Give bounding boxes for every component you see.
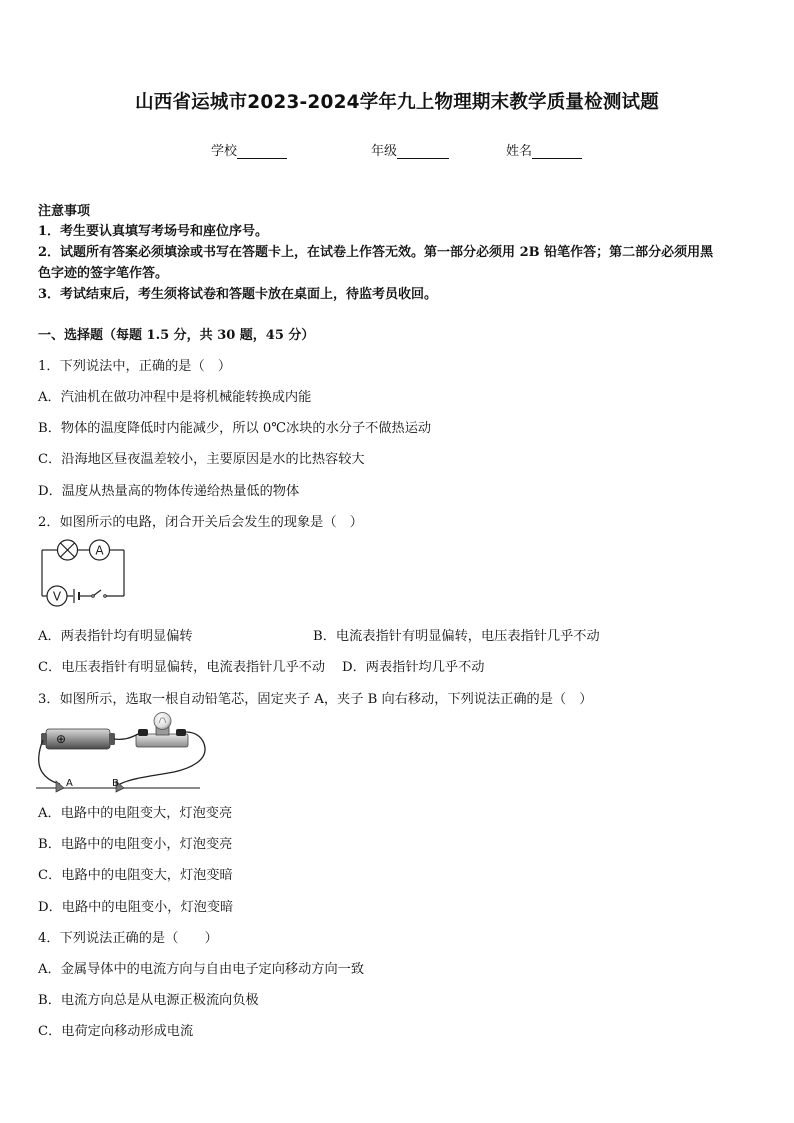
section-heading: 一、选择题（每题 1.5 分，共 30 题，45 分） xyxy=(38,328,315,343)
name-label: 姓名 xyxy=(506,144,533,159)
q3-option-a: A．电路中的电阻变大，灯泡变亮 xyxy=(38,806,233,821)
ammeter-label: A xyxy=(95,543,104,558)
q2-circuit-diagram xyxy=(38,538,130,608)
q1-option-d: D．温度从热量高的物体传递给热量低的物体 xyxy=(38,484,300,499)
battery-icon xyxy=(41,729,115,749)
q1-option-b: B．物体的温度降低时内能减少，所以 0℃冰块的水分子不做热运动 xyxy=(38,421,432,436)
notes-heading: 注意事项 xyxy=(38,204,91,219)
lamp-holder-icon xyxy=(136,713,188,748)
grade-field xyxy=(371,140,449,159)
note-item: 色字迹的签字笔作答。 xyxy=(38,266,169,281)
grade-label: 年级 xyxy=(371,144,398,159)
question-1-stem: 1．下列说法中，正确的是（ ） xyxy=(38,359,232,374)
clip-a-label: A xyxy=(66,778,73,789)
q3-option-c: C．电路中的电阻变大，灯泡变暗 xyxy=(38,868,233,883)
school-label: 学校 xyxy=(211,144,238,159)
q3-option-b: B．电路中的电阻变小，灯泡变亮 xyxy=(38,837,233,852)
switch-icon xyxy=(92,595,107,598)
ammeter-icon xyxy=(90,540,110,560)
q2-option-c: C．电压表指针有明显偏转，电流表指针几乎不动 xyxy=(38,660,326,675)
clip-a xyxy=(56,778,73,792)
question-2-stem: 2．如图所示的电路，闭合开关后会发生的现象是（ ） xyxy=(38,515,363,530)
note-item: 1．考生要认真填写考场号和座位序号。 xyxy=(38,224,269,239)
lamp-icon xyxy=(58,540,78,560)
clip-b-label: B xyxy=(112,778,119,789)
name-field xyxy=(506,140,582,159)
school-blank[interactable] xyxy=(237,145,287,159)
note-item: 3．考试结束后，考生须将试卷和答题卡放在桌面上，待监考员收回。 xyxy=(38,287,438,302)
grade-blank[interactable] xyxy=(397,145,449,159)
battery-icon xyxy=(74,589,79,603)
school-field xyxy=(211,140,287,159)
q4-option-b: B．电流方向总是从电源正极流向负极 xyxy=(38,993,259,1008)
q4-option-c: C．电荷定向移动形成电流 xyxy=(38,1024,194,1039)
q2-option-b: B．电流表指针有明显偏转，电压表指针几乎不动 xyxy=(313,629,600,644)
voltmeter-icon xyxy=(47,586,67,606)
q2-option-a: A．两表指针均有明显偏转 xyxy=(38,629,193,644)
clip-b xyxy=(112,778,124,792)
voltmeter-label: V xyxy=(52,589,62,604)
q3-pencil-lead-circuit xyxy=(34,712,214,794)
q3-option-d: D．电路中的电阻变小，灯泡变暗 xyxy=(38,900,234,915)
page-title: 山西省运城市2023-2024学年九上物理期末教学质量检测试题 xyxy=(135,92,659,113)
q4-option-a: A．金属导体中的电流方向与自由电子定向移动方向一致 xyxy=(38,962,365,977)
question-3-stem: 3．如图所示，选取一根自动铅笔芯，固定夹子 A，夹子 B 向右移动，下列说法正确的是（ ） xyxy=(38,692,593,707)
q2-option-d: D．两表指针均几乎不动 xyxy=(342,660,485,675)
name-blank[interactable] xyxy=(532,145,582,159)
q1-option-c: C．沿海地区昼夜温差较小，主要原因是水的比热容较大 xyxy=(38,452,365,467)
note-item: 2．试题所有答案必须填涂或书写在答题卡上，在试卷上作答无效。第一部分必须用 2B 铅笔作答；第二部分必须用黑 xyxy=(38,245,714,260)
q1-option-a: A．汽油机在做功冲程中是将机械能转换成内能 xyxy=(38,390,312,405)
battery-sign: ⊕ xyxy=(55,732,67,746)
question-4-stem: 4．下列说法正确的是（ ） xyxy=(38,931,218,946)
